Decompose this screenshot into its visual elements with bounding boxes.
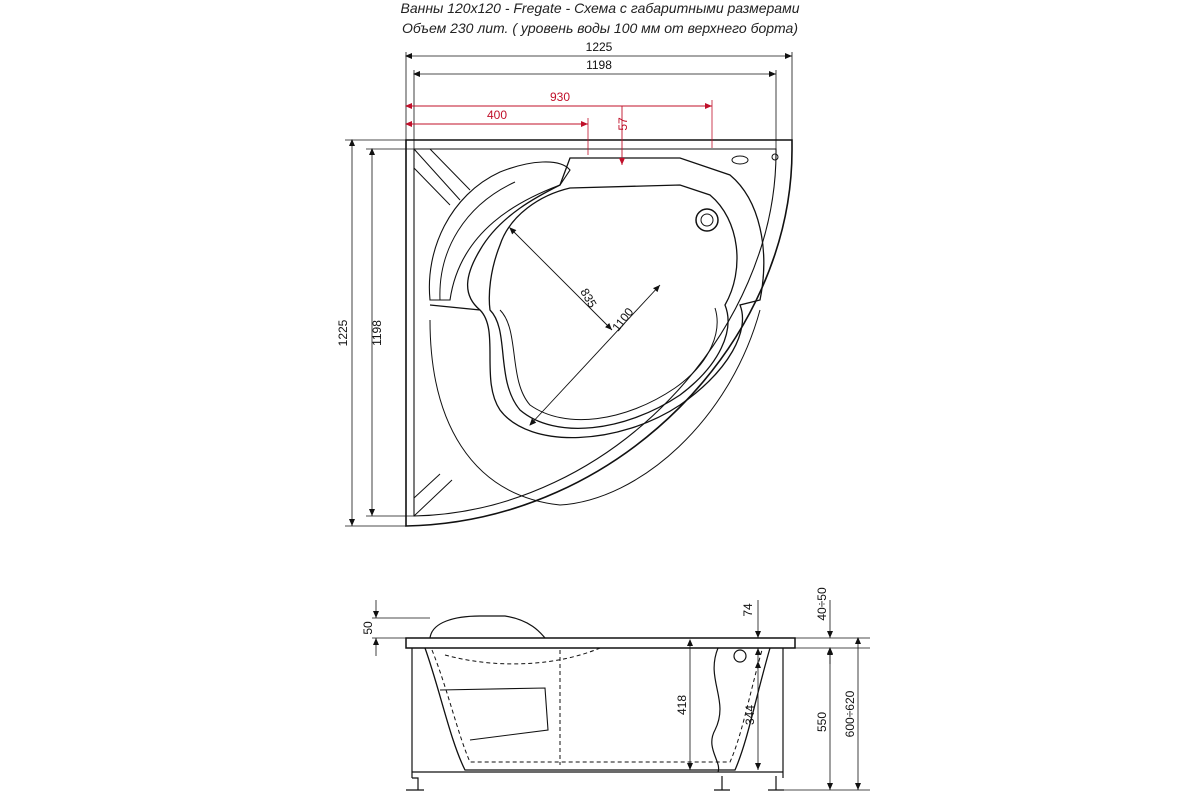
side-overflow-icon [734, 650, 746, 662]
drain-icon [696, 209, 718, 231]
basin-profile [425, 648, 770, 770]
dim-diag-835: 835 [577, 285, 600, 311]
dim-550: 550 [815, 711, 829, 733]
dim-overall-width: 1225 [585, 40, 613, 54]
rim-top [406, 638, 795, 648]
dim-red-930: 930 [549, 90, 571, 104]
dim-inner-height: 1198 [370, 320, 384, 346]
overflow-icon [732, 156, 748, 164]
dim-rim-50: 50 [361, 621, 375, 635]
basin-inner [489, 185, 737, 428]
dim-418: 418 [675, 694, 689, 716]
dim-344: 344 [743, 704, 757, 726]
dim-74: 74 [741, 603, 755, 617]
dim-overall-height: 1225 [336, 319, 350, 347]
dim-40-50: 40÷50 [815, 587, 829, 621]
dim-diag-1100: 1100 [609, 305, 637, 335]
dim-600-620: 600÷620 [843, 690, 857, 738]
drawing-subtitle: Объем 230 лит. ( уровень воды 100 мм от верхнего борта) [402, 20, 798, 36]
side-view [361, 587, 870, 790]
dim-inner-width: 1198 [586, 58, 612, 72]
dim-red-57: 57 [616, 117, 630, 131]
apron-frame [412, 648, 783, 778]
dim-red-400: 400 [486, 108, 508, 122]
tub-inner-rim [414, 149, 776, 516]
drawing-title: Ванны 120x120 - Fregate - Схема с габаритными размерами [400, 0, 800, 16]
top-view [336, 40, 792, 526]
headrest-outline [429, 162, 570, 300]
